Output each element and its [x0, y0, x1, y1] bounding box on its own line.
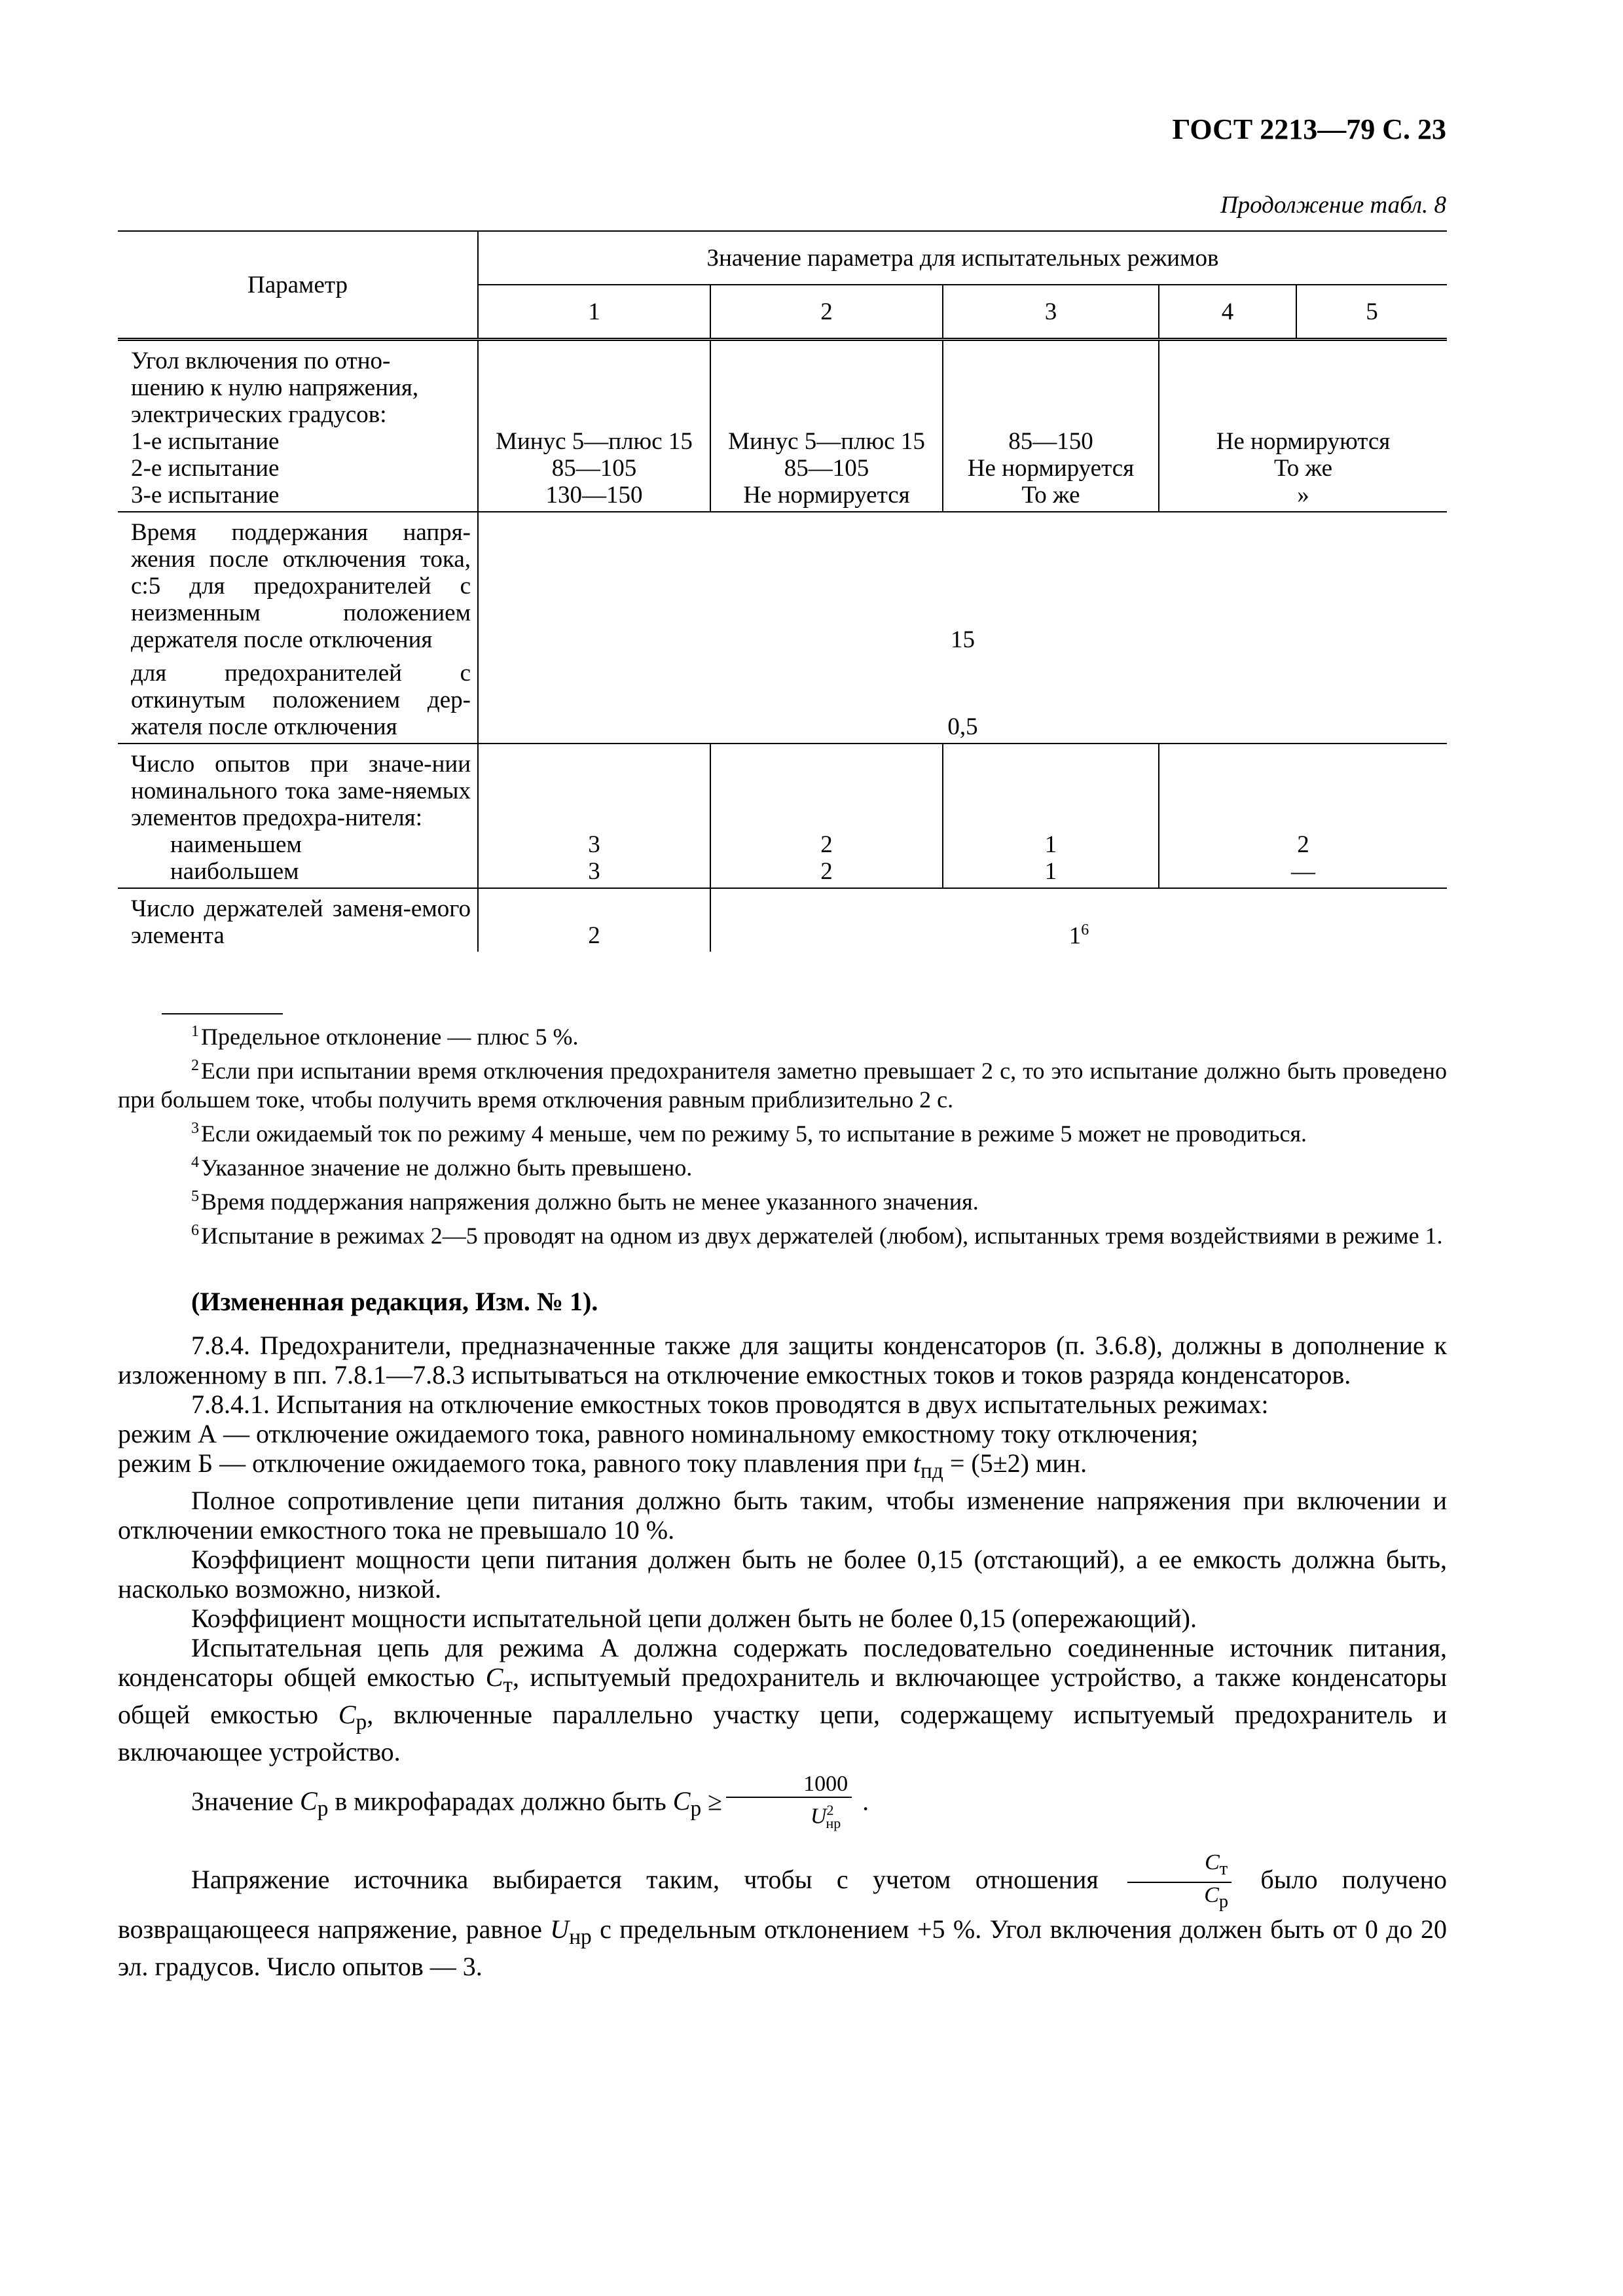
- row-holders: [118, 888, 1447, 952]
- para-power-factor-test: Коэффициент мощности испытательной цепи должен быть не более 0,15 (опережающий).: [191, 1604, 1197, 1633]
- hold-label-fixed: Время поддержания напря-жения после отключения тока, с:5 для предохранителей с неизменным положением держателя после отключения: [131, 519, 471, 653]
- row-hold-time-open: [118, 656, 1447, 744]
- count-m3-min: 1: [1044, 831, 1057, 858]
- para-cp-formula: Значение $C_р$ в микрофарадах должно быть $C_р$ ≥ $\frac{1000}{U^2_{нр}}$ .: [118, 1772, 1447, 1836]
- row-hold-time-fixed: [118, 512, 1447, 656]
- angle-label-line: шению к нулю напряжения,: [131, 374, 419, 401]
- footnote-rule: [162, 1013, 283, 1014]
- holders-m1: 2: [478, 888, 710, 952]
- holders-label: Число держателей заменя-емого элемента: [131, 895, 471, 949]
- angle-m45-t2: То же: [1273, 455, 1333, 482]
- count-m1-min: 3: [588, 831, 600, 858]
- angle-m2-t3: Не нормируется: [743, 482, 910, 509]
- header-mode-1: 1: [478, 285, 710, 340]
- count-m3-max: 1: [1044, 858, 1057, 885]
- count-m45-max: —: [1291, 858, 1315, 885]
- para-impedance: Полное сопротивление цепи питания должно быть таким, чтобы изменение напряжения при включении и отключении емкостного тока не превышало 10 %.: [118, 1486, 1447, 1545]
- footnote-5: $^5$ Время поддержания напряжения должно быть не менее указанного значения.: [191, 1188, 979, 1215]
- para-7-8-4-1: 7.8.4.1. Испытания на отключение емкостных токов проводятся в двух испытательных режимах:: [191, 1390, 1269, 1419]
- count-m1-max: 3: [588, 858, 600, 885]
- angle-m3-t3: То же: [1021, 482, 1080, 509]
- para-7-8-4: 7.8.4. Предохранители, предназначенные также для защиты конденсаторов (п. 3.6.8), должны в дополнение к изложенному в пп. 7.8.1—7.8.3 испытываться на отключение емкостных токов и токов разряда конденсаторов.: [118, 1331, 1447, 1390]
- header-parameter: Параметр: [118, 231, 478, 340]
- angle-test-2: 2-е испытание: [131, 455, 280, 482]
- cp-fraction: $\frac{1000}{U^2_{нр}}$: [726, 1772, 852, 1836]
- header-mode-4: 4: [1159, 285, 1296, 340]
- footnote-2: $^2$ Если при испытании время отключения предохранителя заметно превышает 2 с, то это испытание должно быть проведено при большем токе, чтобы получить время отключения равным приблизительно 2 с.: [118, 1057, 1447, 1113]
- angle-m3-t2: Не нормируется: [967, 455, 1135, 482]
- footnotes: [118, 1017, 1447, 1250]
- count-m2-min: 2: [820, 831, 833, 858]
- angle-m1-t2: 85—105: [551, 455, 637, 482]
- header-value: Значение параметра для испытательных режимов: [478, 231, 1447, 285]
- angle-test-3: 3-е испытание: [131, 482, 280, 509]
- header-mode-3: 3: [943, 285, 1159, 340]
- angle-m45-t3: »: [1297, 482, 1309, 509]
- holders-rest-footnote: 6: [1081, 921, 1089, 939]
- table-8: [118, 230, 1447, 952]
- angle-label-line: электрических градусов:: [131, 401, 387, 428]
- mode-b: режим Б — отключение ожидаемого тока, равного току плавления при $t_{пд} = (5\pm 2)$ мин.: [118, 1448, 1087, 1483]
- hold-value-open: 0,5: [478, 656, 1447, 744]
- table-continuation-label: Продолжение табл. 8: [1220, 192, 1446, 219]
- footnote-3: $^3$ Если ожидаемый ток по режиму 4 меньше, чем по режиму 5, то испытание в режиме 5 может не проводиться.: [191, 1120, 1307, 1147]
- angle-label-line: Угол включения по отно-: [131, 348, 391, 374]
- holders-rest-value: 1: [1068, 922, 1082, 949]
- para-test-circuit: Испытательная цепь для режима А должна содержать последовательно соединенные источник питания, конденсаторы общей емкостью $C_т$, испытуемый предохранитель и включающее устройство, а также конденсаторы общей емкостью $C_р$, включенные параллельно участку цепи, содержащему испытуемый предохранитель и включающее устройство.: [118, 1633, 1448, 1767]
- para-voltage: Напряжение источника выбирается таким, чтобы с учетом отношения $\frac{C_т}{C_р}$ было получено возвращающееся напряжение, равное $U_{нр}$ с предельным отклонением +5 %. Угол включения должен быть от 0 до 20 эл. градусов. Число опытов — 3.: [118, 1850, 1448, 1981]
- hold-label-open: для предохранителей с откинутым положением дер-жателя после отключения: [131, 660, 471, 740]
- angle-m45-t1: Не нормируются: [1216, 428, 1391, 455]
- page-header: ГОСТ 2213—79 С. 23: [1172, 113, 1446, 145]
- count-row-max: наибольшем: [170, 858, 299, 885]
- body-text: [118, 1287, 1447, 1981]
- row-test-count: [118, 744, 1447, 888]
- row-switch-angle: [118, 340, 1447, 512]
- header-mode-2: 2: [710, 285, 943, 340]
- angle-m3-t1: 85—150: [1008, 428, 1093, 455]
- count-m2-max: 2: [820, 858, 833, 885]
- header-mode-5: 5: [1296, 285, 1447, 340]
- count-label: Число опытов при значе-нии номинального тока заме-няемых элементов предохра-нителя:: [131, 751, 471, 831]
- angle-m1-t3: 130—150: [545, 482, 643, 509]
- angle-test-1: 1-е испытание: [131, 428, 280, 455]
- count-row-min: наименьшем: [170, 831, 302, 858]
- ct-cp-ratio: $\frac{C_т}{C_р}$: [1127, 1850, 1232, 1914]
- footnote-6: $^6$ Испытание в режимах 2—5 проводят на одном из двух держателей (любом), испытанных тремя воздействиями в режиме 1.: [191, 1222, 1443, 1249]
- footnote-1: $^1$ Предельное отклонение — плюс 5 %.: [191, 1023, 579, 1050]
- mode-a: режим А — отключение ожидаемого тока, равного номинальному емкостному току отключения;: [118, 1419, 1199, 1448]
- angle-m2-t1: Минус 5—плюс 15: [728, 428, 925, 455]
- angle-m2-t2: 85—105: [784, 455, 869, 482]
- holders-rest: [710, 888, 1447, 952]
- hold-value-fixed: 15: [478, 512, 1447, 656]
- footnote-4: $^4$ Указанное значение не должно быть превышено.: [191, 1154, 693, 1181]
- amendment-note: (Измененная редакция, Изм. № 1).: [191, 1287, 598, 1316]
- count-m45-min: 2: [1297, 831, 1309, 858]
- angle-m1-t1: Минус 5—плюс 15: [496, 428, 693, 455]
- para-power-factor-supply: Коэффициент мощности цепи питания должен быть не более 0,15 (отстающий), а ее емкость должна быть, насколько возможно, низкой.: [118, 1545, 1447, 1604]
